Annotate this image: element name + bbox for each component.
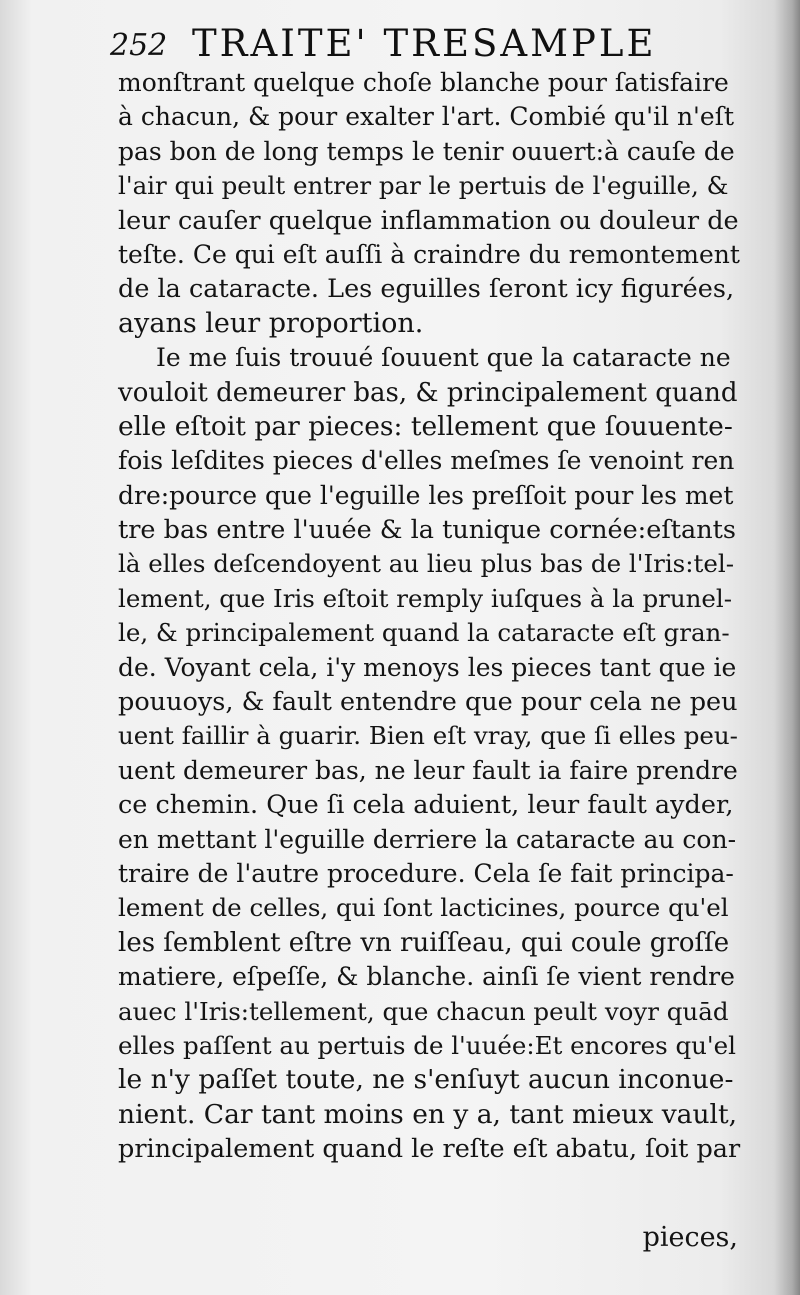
text-line: les ſemblent eſtre vn ruiſſeau, qui coule groſſe <box>118 927 730 958</box>
text-line: pas bon de long temps le tenir ouuert:à cauſe de <box>118 136 735 166</box>
text-line: là elles deſcendoyent au lieu plus bas de l'Iris:tel- <box>118 549 734 579</box>
text-line: l'air qui peult entrer par le pertuis de l'eguille, & <box>118 171 729 201</box>
text-line: fois leſdites pieces d'elles meſmes ſe venoint ren <box>118 446 735 476</box>
text-line: principalement quand le reſte eſt abatu, ſoit par <box>118 1134 741 1165</box>
text-line: elles paſſent au pertuis de l'uuée:Et encores qu'el <box>118 1030 736 1060</box>
text-line: leur cauſer quelque inflammation ou douleur de <box>118 205 739 236</box>
text-line: uent demeurer bas, ne leur fault ia faire prendre <box>118 755 738 785</box>
text-line: tre bas entre l'uuée & la tunique cornée:eſtants <box>118 515 737 546</box>
page-header <box>110 14 670 65</box>
text-line: lement, que Iris eſtoit remply iuſques à la prunel- <box>118 583 733 613</box>
text-line: vouloit demeurer bas, & principalement quand <box>118 377 738 408</box>
text-line: de. Voyant cela, i'y menoys les pieces tant que ie <box>118 652 737 682</box>
running-head: TRAITE' TRESAMPLE <box>192 22 657 65</box>
text-line: en mettant l'eguille derriere la cataracte au con- <box>118 824 737 854</box>
text-line: monſtrant quelque choſe blanche pour ſatisfaire <box>118 68 729 97</box>
page-edge-shadow <box>774 0 800 1295</box>
text-line: uent faillir à guarir. Bien eſt vray, que ſi elles peu- <box>118 721 738 751</box>
catchword: pieces, <box>642 1222 738 1253</box>
paragraph-first-line: Ie me ſuis trouué ſouuent que la cataracte ne <box>156 343 731 373</box>
text-line: le, & principalement quand la cataracte eſt gran- <box>118 618 730 648</box>
text-line: dre:pource que l'eguille les preſſoit pour les met <box>118 480 734 510</box>
text-line: le n'y paſſet toute, ne s'enſuyt aucun inconue- <box>118 1064 734 1096</box>
text-line: ce chemin. Que ſi cela aduient, leur fault ayder, <box>118 790 734 821</box>
text-line: lement de celles, qui ſont lacticines, pource qu'el <box>118 893 729 923</box>
text-line: auec l'Iris:tellement, que chacun peult voyr quād <box>118 996 729 1026</box>
text-line: elle eſtoit par pieces: tellement que ſouuente- <box>118 410 733 442</box>
text-line: nient. Car tant moins en y a, tant mieux vault, <box>118 1098 738 1130</box>
page-number: 252 <box>110 28 168 63</box>
text-line: à chacun, & pour exalter l'art. Combié qu'il n'eſt <box>118 102 735 132</box>
text-line: pouuoys, & fault entendre que pour cela ne peu <box>118 687 738 718</box>
text-line: matiere, eſpeſſe, & blanche. ainſi ſe vient rendre <box>118 962 735 992</box>
text-line: de la cataracte. Les eguilles ſeront icy figurées, <box>118 274 735 305</box>
body-text <box>118 66 740 1167</box>
text-line: teſte. Ce qui eſt auſſi à craindre du remontement <box>118 239 740 269</box>
text-line: traire de l'autre procedure. Cela ſe fait principa- <box>118 858 734 888</box>
text-line: ayans leur proportion. <box>118 307 424 339</box>
